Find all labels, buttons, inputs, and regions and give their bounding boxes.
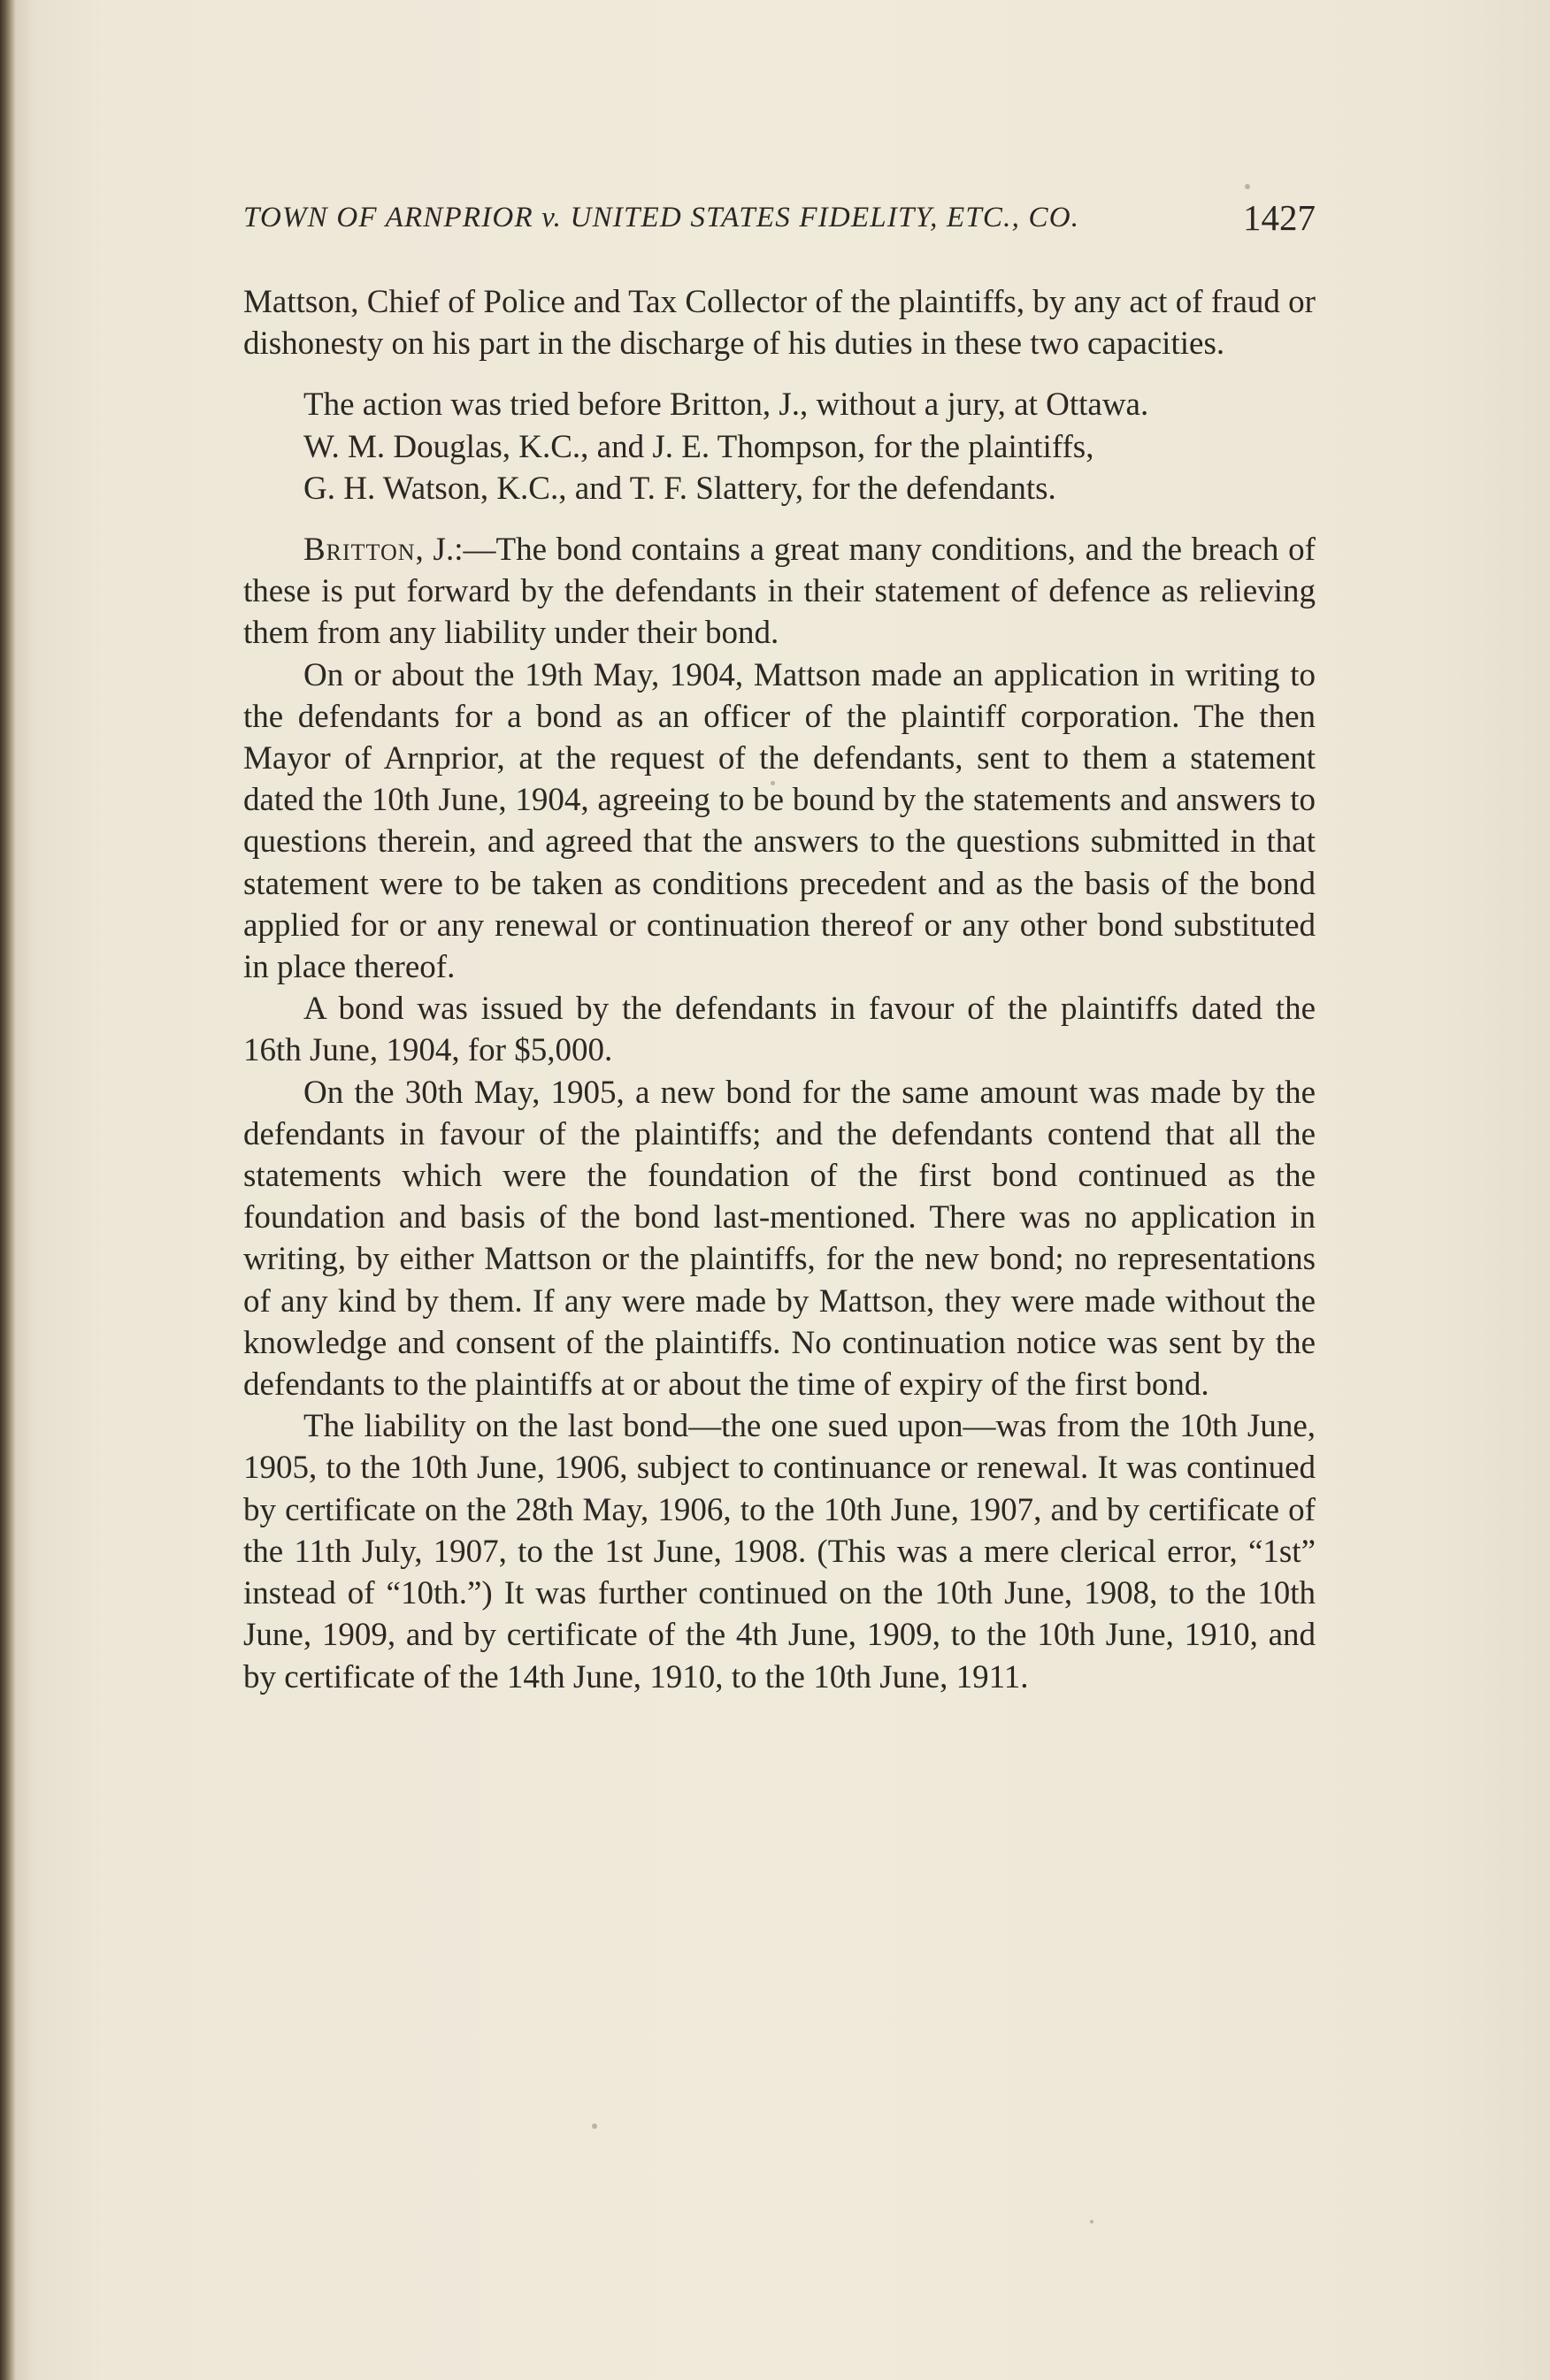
body-text <box>243 281 1316 1698</box>
judgment-opening-text: , J.:—The bond contains a great many conditions, and the breach of these is put forward by the defendants in their statement of defence as relieving them from any liability under their bond. <box>243 532 1316 652</box>
paragraph: On the 30th May, 1905, a new bond for the same amount was made by the defendants in favour of the plaintiffs; and the defendants contend that all the statements which were the foundation of the first bond continued as the foundation and basis of the bond last-mentioned. There was no application in writing, by either Mattson or the plaintiffs, for the new bond; no representations of any kind by them. If any were made by Mattson, they were made without the knowledge and consent of the plaintiffs. No continuation notice was sent by the defendants to the plaintiffs at or about the time of expiry of the first bond. <box>243 1074 1316 1404</box>
running-head <box>243 196 1316 246</box>
paper-speck <box>1090 2220 1093 2223</box>
counsel-line: G. H. Watson, K.C., and T. F. Slattery, for the defendants. <box>303 470 1056 507</box>
paragraph: Mattson, Chief of Police and Tax Collector of the plaintiffs, by any act of fraud or dishonesty on his part in the discharge of his duties in these two capacities. <box>243 284 1316 363</box>
running-title: TOWN OF ARNPRIOR v. UNITED STATES FIDELITY, ETC., CO. <box>243 202 1080 233</box>
paper-speck <box>1245 184 1250 189</box>
judgment-opening <box>243 529 1316 654</box>
paragraph: On or about the 19th May, 1904, Mattson made an application in writing to the defendants for a bond as an officer of the plaintiff corporation. The then Mayor of Arnprior, at the request of the defendants, sent to them a statement dated the 10th June, 1904, agreeing to be bound by the statements and answers to questions therein, and agreed that the answers to the questions submitted in that statement were to be taken as conditions precedent and as the basis of the bond applied for or any renewal or continuation thereof or any other bond substituted in place thereof. <box>243 656 1316 986</box>
judge-name: Britton <box>303 532 416 569</box>
page-binding-edge <box>0 0 16 2380</box>
paragraph: The liability on the last bond—the one sued upon—was from the 10th June, 1905, to the 10th June, 1906, subject to continuance or renewal. It was continued by certificate on the 28th May, 1906, to the 10th June, 1907, and by certificate of the 11th July, 1907, to the 1st June, 1908. (This was a mere clerical error, “1st” instead of “10th.”) It was further continued on the 10th June, 1908, to the 10th June, 1909, and by certificate of the 4th June, 1909, to the 10th June, 1910, and by certificate of the 14th June, 1910, to the 10th June, 1911. <box>243 1408 1316 1695</box>
page-number: 1427 <box>1243 197 1316 238</box>
counsel-line: W. M. Douglas, K.C., and J. E. Thompson, for the plaintiffs, <box>303 428 1094 465</box>
paragraph: The action was tried before Britton, J., without a jury, at Ottawa. <box>303 386 1149 424</box>
paragraph: A bond was issued by the defendants in favour of the plaintiffs dated the 16th June, 1904, for $5,000. <box>243 991 1316 1069</box>
paper-speck <box>592 2124 597 2129</box>
